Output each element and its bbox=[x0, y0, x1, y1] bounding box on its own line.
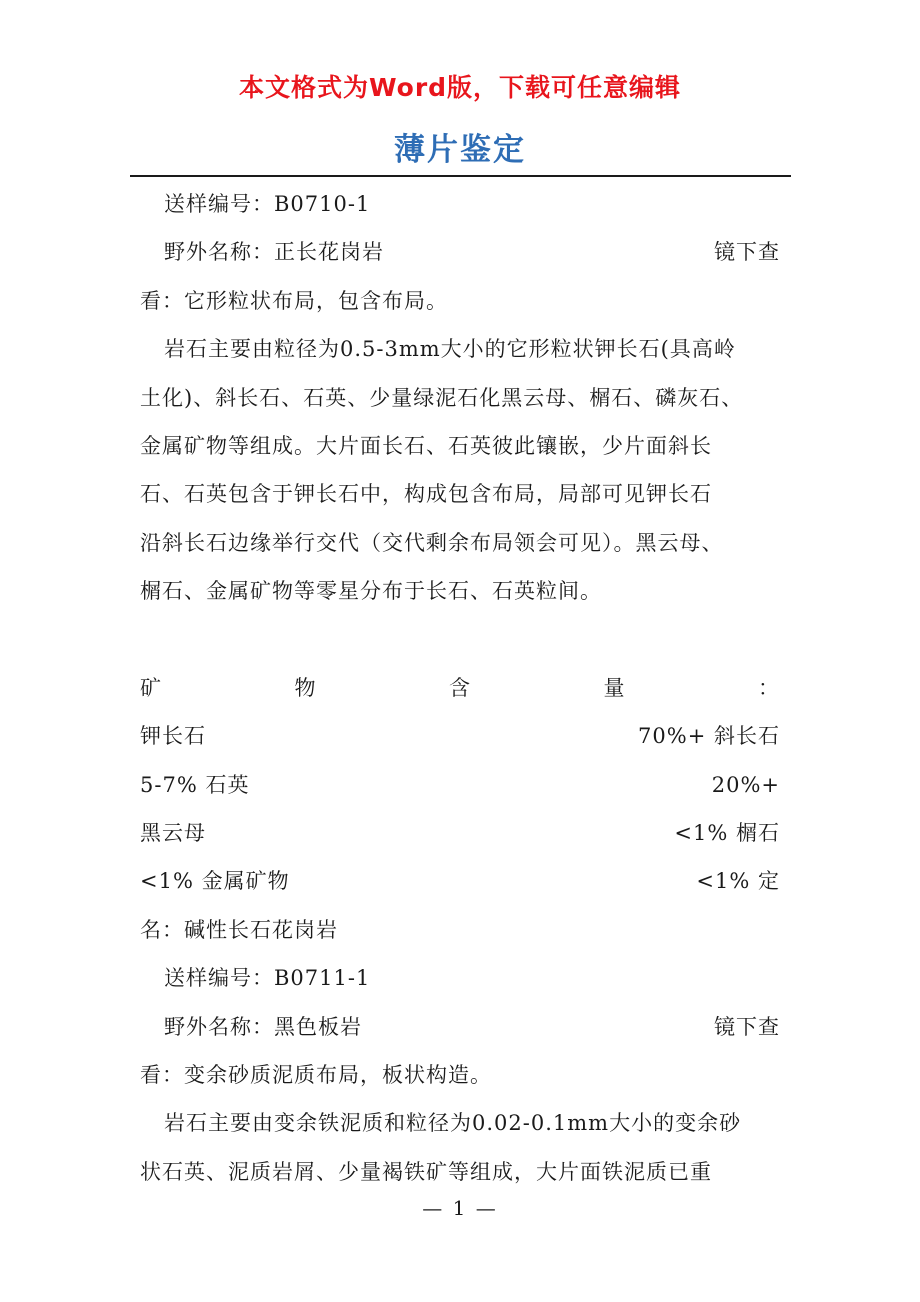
structure-line: 看：变余砂质泥质布局，板状构造。 bbox=[140, 1063, 492, 1088]
paragraph-line: 榍石、金属矿物等零星分布于长石、石英粒间。 bbox=[140, 579, 602, 604]
mineral-row bbox=[140, 761, 780, 809]
mineral-left: <1% 金属矿物 bbox=[140, 869, 290, 894]
field-name-text: 野外名称：黑色板岩 bbox=[164, 1014, 362, 1039]
paragraph-line: 沿斜长石边缘举行交代（交代剩余布局领会可见）。黑云母、 bbox=[140, 530, 724, 555]
mineral-row bbox=[140, 857, 780, 905]
paragraph-line: 石、石英包含于钾长石中，构成包含布局，局部可见钾长石 bbox=[140, 482, 712, 507]
field-name-line bbox=[140, 1003, 780, 1051]
page-number: — 1 — bbox=[422, 1196, 498, 1220]
mineral-right: <1% 定 bbox=[696, 869, 780, 894]
mineral-left: 5-7% 石英 bbox=[140, 772, 250, 797]
sample-number-line: 送样编号：B0710-1 bbox=[164, 192, 371, 216]
microscope-label: 镜下查 bbox=[714, 240, 780, 265]
heading-char: 含 bbox=[449, 675, 471, 700]
heading-char: ： bbox=[758, 675, 780, 700]
paragraph-line: 岩石主要由变余铁泥质和粒径为0.02-0.1mm大小的变余砂 bbox=[164, 1111, 742, 1136]
rock-name-line: 名：碱性长石花岗岩 bbox=[140, 917, 338, 942]
mineral-left: 黑云母 bbox=[140, 821, 206, 846]
blank-line bbox=[140, 616, 780, 664]
mineral-row bbox=[140, 712, 780, 760]
field-name-text: 野外名称：正长花岗岩 bbox=[164, 240, 384, 265]
document-body bbox=[140, 180, 780, 1196]
structure-line: 看：它形粒状布局，包含布局。 bbox=[140, 288, 448, 313]
sample-number-line: 送样编号：B0711-1 bbox=[164, 966, 371, 991]
mineral-right: 20%+ bbox=[711, 772, 780, 797]
heading-char: 量 bbox=[603, 675, 626, 700]
mineral-row bbox=[140, 809, 780, 857]
download-banner: 本文格式为Word版，下载可任意编辑 bbox=[238, 73, 682, 102]
title-divider bbox=[130, 175, 791, 177]
paragraph-line: 金属矿物等组成。大片面长石、石英彼此镶嵌，少片面斜长 bbox=[140, 433, 712, 458]
paragraph-line: 状石英、泥质岩屑、少量褐铁矿等组成，大片面铁泥质已重 bbox=[140, 1159, 712, 1184]
document-title: 薄片鉴定 bbox=[394, 132, 526, 168]
mineral-content-heading bbox=[140, 664, 780, 712]
heading-char: 物 bbox=[294, 675, 317, 700]
heading-char: 矿 bbox=[140, 675, 162, 700]
paragraph-line: 岩石主要由粒径为0.5-3mm大小的它形粒状钾长石(具高岭 bbox=[164, 337, 736, 362]
mineral-right: 70%+ 斜长石 bbox=[638, 724, 780, 749]
microscope-label: 镜下查 bbox=[714, 1014, 780, 1039]
field-name-line bbox=[140, 228, 780, 276]
mineral-left: 钾长石 bbox=[140, 724, 206, 749]
paragraph-line: 土化)、斜长石、石英、少量绿泥石化黑云母、榍石、磷灰石、 bbox=[140, 385, 744, 410]
mineral-right: <1% 榍石 bbox=[674, 821, 780, 846]
